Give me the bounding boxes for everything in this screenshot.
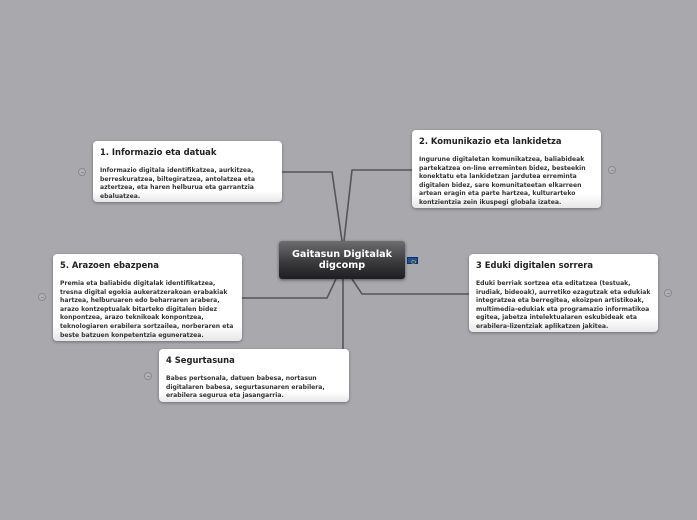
- node-komunikazio[interactable]: [412, 130, 601, 208]
- central-title-line1: Gaitasun Digitalak: [291, 249, 393, 260]
- node-title: 1. Informazio eta datuak: [100, 147, 217, 157]
- node-informazio[interactable]: [93, 141, 282, 202]
- collapse-toggle-arazoen[interactable]: [38, 293, 46, 301]
- node-title: 4 Segurtasuna: [166, 355, 235, 365]
- connector-arazoen: [242, 279, 336, 298]
- connector-komunikazio: [344, 170, 412, 241]
- collapse-toggle-eduki[interactable]: [664, 289, 672, 297]
- node-eduki[interactable]: [469, 254, 658, 332]
- central-title-line2: digcomp: [318, 260, 366, 271]
- central-topic[interactable]: [279, 241, 405, 279]
- node-description: Eduki berriak sortzea eta editatzea (testuak, irudiak, bideoak), aurretiko ezagutzak eta edukiak integratzea eta berregitea, ekoizpen artistikoak, multimedia-edukiak eta programazio informatikoa egitea, jabetza intelektualaren eskubideak eta erabilera-lizentziak aplikatzen jakitea.: [476, 280, 651, 330]
- collapse-toggle-komunikazio[interactable]: [608, 166, 616, 174]
- node-description: Premia eta baliabide digitalak identifikatzea, tresna digital egokia aukeratzerakoan erabakiak hartzea, helburuaren edo beharraren arabera, arazo kontzeptualak bitarteko digitalen bidez konpontzea, arazo teknikoak konpontzea, teknologiaren erabilera sortzailea, norberaren eta beste batzuen konpetentzia eguneratzea.: [60, 280, 234, 339]
- eu-flag-icon: [407, 257, 418, 264]
- connector-informazio: [282, 172, 342, 241]
- node-title: 3 Eduki digitalen sorrera: [476, 260, 594, 270]
- collapse-toggle-informazio[interactable]: [78, 168, 86, 176]
- node-description: Informazio digitala identifikatzea, aurkitzea, berreskuratzea, biltegiratzea, antolatzea eta aztertzea, eta haren helburua eta garrantzia ebaluatzea.: [100, 167, 255, 200]
- node-title: 2. Komunikazio eta lankidetza: [419, 136, 562, 146]
- node-arazoen[interactable]: [53, 254, 242, 341]
- node-title: 5. Arazoen ebazpena: [60, 260, 159, 270]
- node-description: Babes pertsonala, datuen babesa, nortasun digitalaren babesa, segurtasunaren erabilera, erabilera segurua eta jasangarria.: [166, 375, 325, 400]
- connector-eduki: [352, 279, 469, 294]
- node-segurtasuna[interactable]: [159, 349, 349, 402]
- collapse-toggle-segurtasuna[interactable]: [144, 372, 152, 380]
- node-description: Ingurune digitaletan komunikatzea, baliabideak partekatzea on-line erreminten bidez, besteekin konektatu eta lankidetzan jardutea erreminta digitalen bidez, sare komunitateetan elkarreen artean eragin eta parte hartzea, kulturarteko kontzientzia zein ikuspegi globala izatea.: [419, 156, 586, 206]
